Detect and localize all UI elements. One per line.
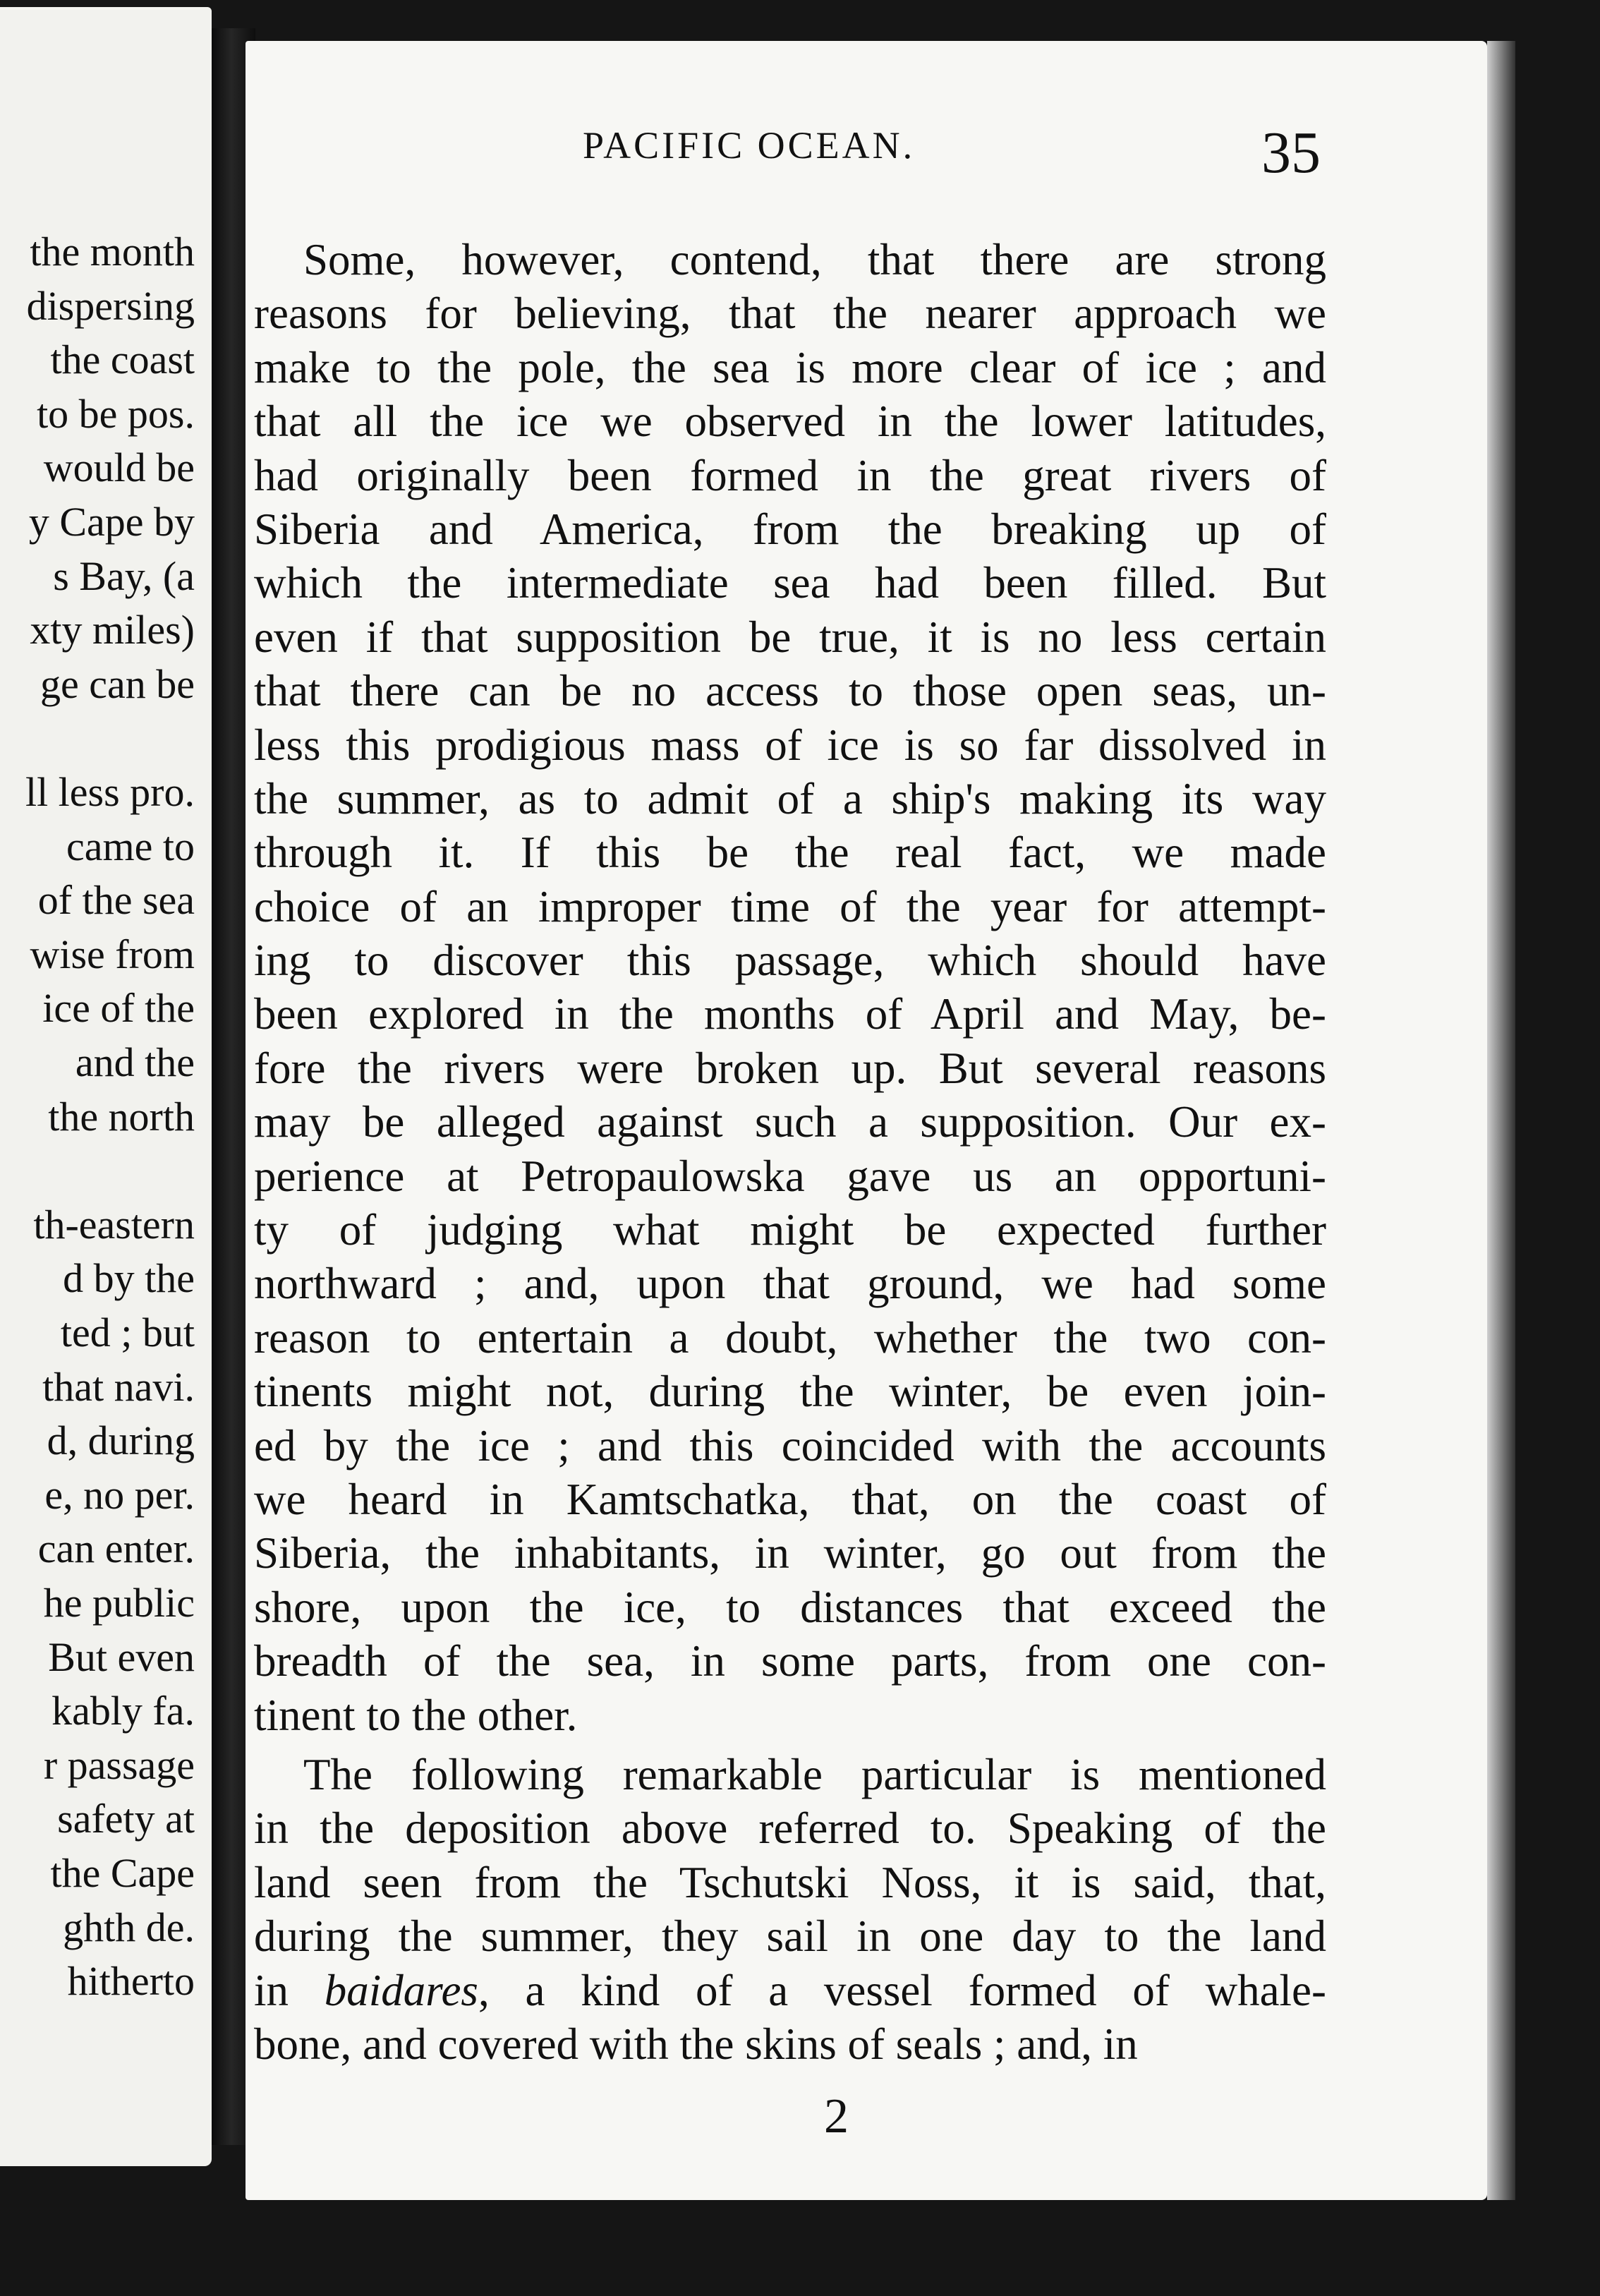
- text-line: ty of judging what might be expected further: [254, 1205, 1326, 1255]
- left-page-line: would be: [43, 445, 195, 491]
- left-page-line: can enter.: [37, 1525, 195, 1572]
- text-line: make to the pole, the sea is more clear of ice ; and: [254, 342, 1326, 392]
- text-line: even if that supposition be true, it is no less certain: [254, 612, 1326, 662]
- left-page-line: xty miles): [30, 607, 195, 653]
- text-line: may be alleged against such a supposition. Our ex-: [254, 1097, 1326, 1147]
- left-page-line: s Bay, (a: [53, 552, 195, 599]
- text-line: The following remarkable particular is mentioned: [303, 1749, 1326, 1799]
- text-line: Siberia, the inhabitants, in winter, go out from the: [254, 1528, 1326, 1578]
- text-line: shore, upon the ice, to distances that exceed the: [254, 1582, 1326, 1632]
- text-line: less this prodigious mass of ice is so far dissolved in: [254, 720, 1326, 770]
- signature-mark: 2: [824, 2089, 849, 2144]
- left-page-line: ge can be: [40, 660, 195, 707]
- text-line: we heard in Kamtschatka, that, on the coast of: [254, 1474, 1326, 1524]
- left-page-line: of the sea: [37, 877, 195, 924]
- text-line: the summer, as to admit of a ship's making its way: [254, 773, 1326, 823]
- text-line: reason to entertain a doubt, whether the two con-: [254, 1312, 1326, 1363]
- left-page-line: he public: [43, 1580, 195, 1626]
- text-line: tinent to the other.: [254, 1690, 578, 1740]
- text-line: Some, however, contend, that there are strong: [303, 235, 1326, 284]
- text-line: that there can be no access to those open seas, un-: [254, 666, 1326, 716]
- left-page-line: [0, 1146, 195, 1195]
- text-line: had originally been formed in the great rivers of: [254, 450, 1326, 500]
- running-head: PACIFIC OCEAN.: [583, 124, 916, 167]
- left-page-line: ted ; but: [60, 1310, 195, 1355]
- left-page-line: the north: [48, 1093, 195, 1140]
- left-page-line: the month: [30, 229, 195, 274]
- text-line: perience at Petropaulowska gave us an opportuni-: [254, 1151, 1326, 1201]
- left-page-line: e, no per.: [44, 1471, 195, 1518]
- text-line: land seen from the Tschutski Noss, it is said, that,: [254, 1857, 1326, 1907]
- text-line: which the intermediate sea had been filled. But: [254, 558, 1326, 608]
- left-page-line: d, during: [47, 1418, 195, 1464]
- left-page-line: y Cape by: [28, 499, 195, 545]
- left-page-line: d by the: [63, 1255, 195, 1302]
- page-number: 35: [1261, 120, 1321, 186]
- body-text: [254, 233, 1326, 2071]
- text-line: bone, and covered with the skins of seals ; and, in: [254, 2019, 1138, 2069]
- left-page-line: to be pos.: [37, 390, 195, 437]
- text-line: breadth of the sea, in some parts, from one con-: [254, 1636, 1326, 1686]
- text-line: ed by the ice ; and this coincided with the accounts: [254, 1420, 1326, 1470]
- left-page-line: the Cape: [50, 1850, 195, 1896]
- left-page-line: safety at: [57, 1796, 195, 1842]
- text-line: ing to discover this passage, which should have: [254, 936, 1326, 986]
- left-page: [0, 7, 212, 2166]
- left-page-line: r passage: [43, 1741, 195, 1788]
- paragraph-1: [254, 233, 1326, 1742]
- left-page-line: [0, 713, 195, 763]
- text-line: fore the rivers were broken up. But several reasons: [254, 1043, 1326, 1093]
- left-page-line: But even: [48, 1633, 195, 1680]
- left-page-line: dispersing: [26, 282, 195, 329]
- left-page-line: that navi.: [42, 1363, 195, 1410]
- text-line: choice of an improper time of the year for attempt-: [254, 881, 1326, 931]
- left-page-line: the coast: [50, 337, 195, 383]
- text-line: that all the ice we observed in the lower latitudes,: [254, 397, 1326, 447]
- text-line: northward ; and, upon that ground, we had some: [254, 1259, 1326, 1309]
- left-page-line: came to: [66, 823, 195, 869]
- text-line: in the deposition above referred to. Speaking of the: [254, 1803, 1326, 1854]
- left-page-line: kably fa.: [51, 1688, 195, 1734]
- left-page-line: wise from: [30, 931, 195, 977]
- left-page-line: ll less pro.: [25, 769, 195, 815]
- text-line: in baidares, a kind of a vessel formed of whale-: [254, 1965, 1326, 2015]
- left-page-line: ice of the: [42, 985, 195, 1032]
- paragraph-2: [254, 1748, 1326, 2071]
- text-line: reasons for believing, that the nearer approach we: [254, 289, 1326, 339]
- text-line: during the summer, they sail in one day to the land: [254, 1911, 1326, 1962]
- left-page-line: ghth de.: [63, 1904, 195, 1950]
- left-page-line: hitherto: [67, 1958, 195, 2005]
- left-page-line: and the: [75, 1039, 195, 1085]
- text-line: been explored in the months of April and May, be-: [254, 989, 1326, 1039]
- text-line: tinents might not, during the winter, be even join-: [254, 1367, 1326, 1417]
- text-line: Siberia and America, from the breaking up of: [254, 504, 1326, 554]
- left-page-line: th-eastern: [33, 1201, 195, 1247]
- text-line: through it. If this be the real fact, we made: [254, 828, 1326, 878]
